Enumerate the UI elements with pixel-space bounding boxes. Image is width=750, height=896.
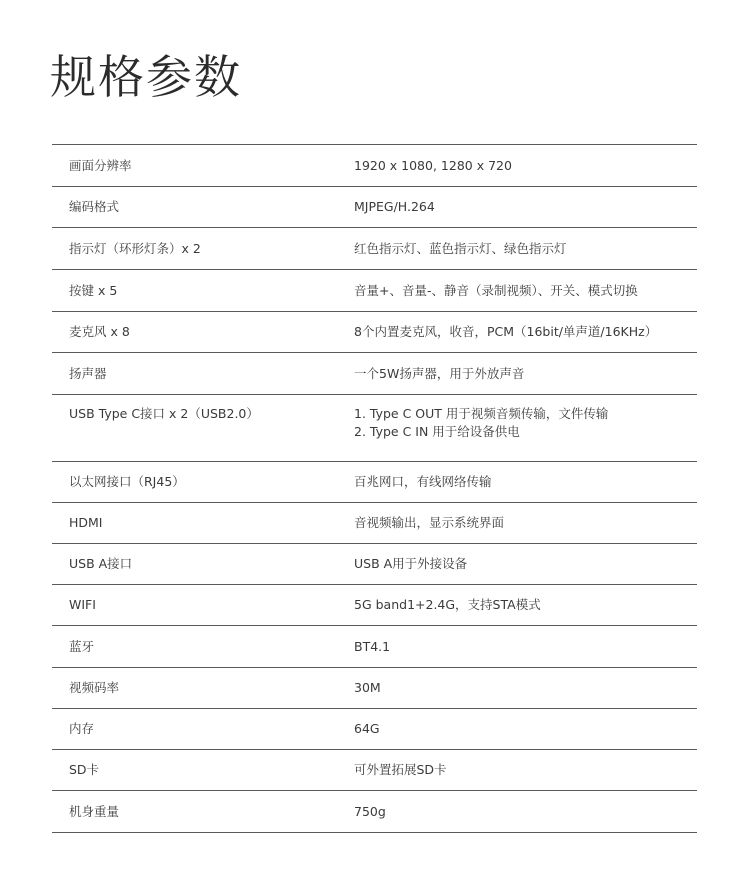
table-row (52, 462, 697, 503)
table-row (52, 585, 697, 626)
spec-value: 音量+、音量-、静音（录制视频）、开关、模式切换 (354, 282, 638, 298)
spec-label: 按键 x 5 (69, 282, 118, 298)
spec-label: WIFI (69, 597, 96, 612)
table-row (52, 395, 697, 462)
spec-label: 扬声器 (69, 365, 107, 381)
spec-label: 机身重量 (69, 803, 120, 819)
spec-label: HDMI (69, 515, 103, 530)
spec-label: 视频码率 (69, 680, 120, 695)
spec-value: 750g (354, 803, 386, 819)
page-title: 规格参数 (50, 50, 242, 104)
table-row (52, 668, 697, 709)
spec-value: 一个5W扬声器，用于外放声音 (354, 365, 525, 381)
spec-value: BT4.1 (354, 638, 391, 654)
table-row (52, 353, 697, 395)
spec-label: 指示灯（环形灯条）x 2 (69, 240, 201, 256)
spec-value: 8个内置麦克风，收音，PCM（16bit/单声道/16KHz） (354, 324, 658, 339)
spec-value: 64G (354, 721, 380, 736)
spec-value: 1920 x 1080, 1280 x 720 (354, 157, 512, 173)
spec-value: MJPEG/H.264 (354, 199, 435, 214)
spec-label: 麦克风 x 8 (69, 324, 130, 339)
spec-value (354, 395, 697, 462)
spec-value: 5G band1+2.4G，支持STA模式 (354, 597, 541, 612)
table-row (52, 791, 697, 833)
table-row (52, 270, 697, 312)
table-row (52, 709, 697, 750)
spec-value: 红色指示灯、蓝色指示灯、绿色指示灯 (354, 240, 567, 256)
spec-label: 以太网接口（RJ45） (69, 474, 185, 489)
table-row (52, 750, 697, 791)
spec-label: USB Type C接口 x 2（USB2.0） (69, 406, 259, 421)
spec-value: 音视频输出，显示系统界面 (354, 515, 505, 530)
table-row (52, 626, 697, 668)
spec-label: USB A接口 (69, 556, 133, 571)
table-row (52, 187, 697, 228)
spec-label: SD卡 (69, 762, 100, 777)
table-row (52, 228, 697, 270)
table-row (52, 145, 697, 187)
table-row (52, 503, 697, 544)
spec-value: 百兆网口，有线网络传输 (354, 474, 492, 489)
spec-value: 30M (354, 680, 381, 695)
spec-value-line: 2. Type C IN 用于给设备供电 (354, 424, 520, 439)
table-row (52, 544, 697, 585)
spec-value: USB A用于外接设备 (354, 556, 468, 571)
spec-value-line: 1. Type C OUT 用于视频音频传输，文件传输 (354, 406, 609, 421)
spec-label: 蓝牙 (69, 638, 95, 654)
table-row (52, 312, 697, 353)
spec-label: 画面分辨率 (69, 157, 132, 173)
spec-label: 内存 (69, 721, 95, 736)
spec-value: 可外置拓展SD卡 (354, 762, 447, 777)
spec-table (52, 144, 697, 833)
spec-label: 编码格式 (69, 199, 120, 214)
